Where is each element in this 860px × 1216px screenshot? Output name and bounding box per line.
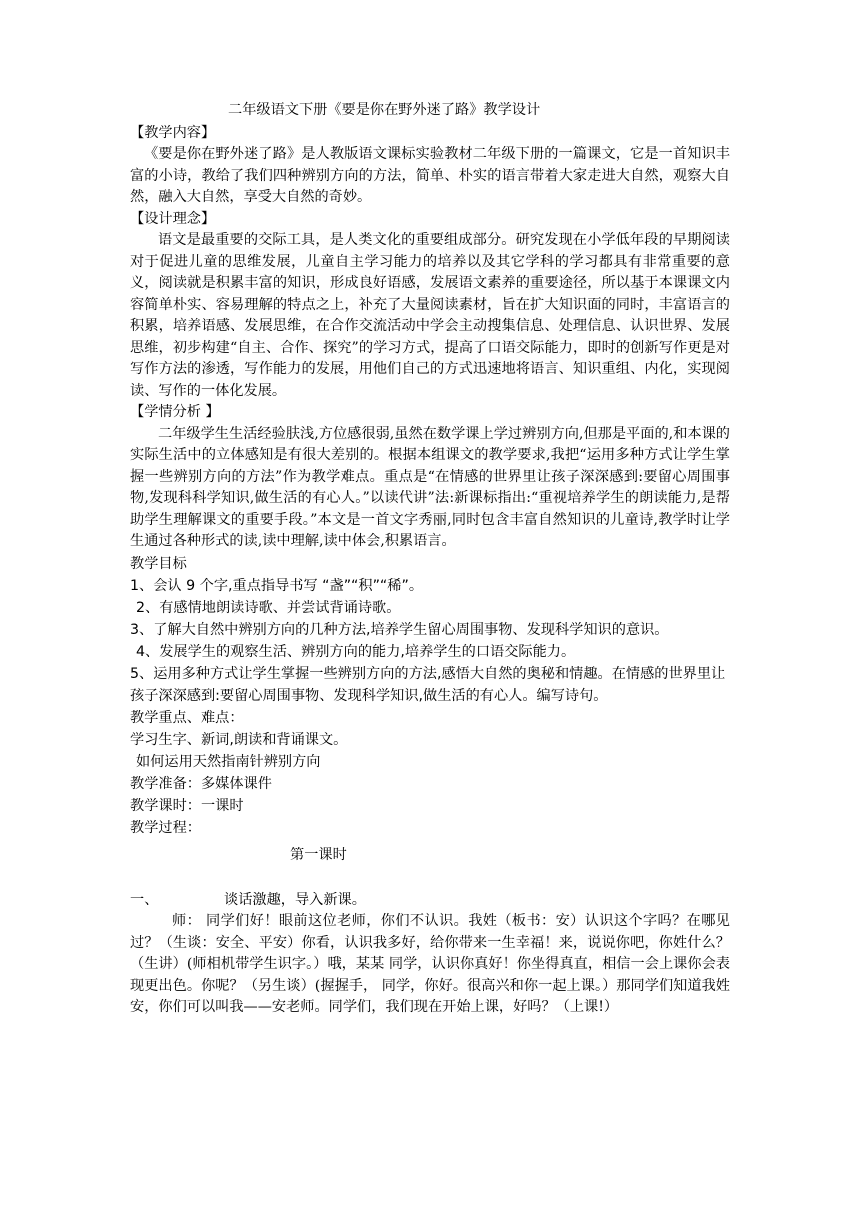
teaching-prep: 教学准备：多媒体课件 xyxy=(130,775,272,792)
lesson-title: 第一课时 xyxy=(290,846,347,863)
document-title: 二年级语文下册《要是你在野外迷了路》教学设计 xyxy=(228,102,541,118)
goal-item-5: 5、运用多种方式让学生掌握一些辨别方向的方法,感悟大自然的奥秘和情趣。在情感的世界里让孩子深深感到:要留心周围事物、发现科学知识,做生活的有心人。编写诗句。 xyxy=(130,665,726,704)
concept-paragraph: 语文是最重要的交际工具，是人类文化的重要组成部分。研究发现在小学低年段的早期阅读对于促进儿童的思维发展，儿童自主学习能力的培养以及其它学科的学习都具有非常重要的意义，阅读就是积累丰富的知识，形成良好语感，发展语文素养的重要途径，所以基于本课课文内容简单朴实、容易理解的特点之上，补充了大量阅读素材，旨在扩大知识面的同时，丰富语言的积累，培养语感、发展思维，在合作交流活动中学会主动搜集信息、处理信息、认识世界、发展思维，初步构建“自主、合作、探究”的学习方式，提高了口语交际能力，即时的创新写作更是对写作方法的渗透，写作能力的发展，用他们自己的方式迅速地将语言、知识重组、内化，实现阅读、写作的一体化发展。 xyxy=(130,232,730,399)
step-heading xyxy=(130,890,730,912)
step-title: 谈话激趣，导入新课。 xyxy=(224,891,366,908)
goal-item-3: 3、了解大自然中辨别方向的几种方法,培养学生留心周围事物、发现科学知识的意识。 xyxy=(130,621,669,638)
goal-item-4: 4、发展学生的观察生活、辨别方向的能力,培养学生的口语交际能力。 xyxy=(136,643,576,660)
goal-item-2: 2、有感情地朗读诗歌、并尝试背诵诗歌。 xyxy=(136,599,401,616)
teacher-dialogue: 师： 同学们好！眼前这位老师，你们不认识。我姓（板书：安）认识这个字吗？在哪见过？（生谈：安全、平安）你看，认识我多好，给你带来一生幸福！来，说说你吧，你姓什么？（生讲）(师相机带学生识字。）哦，某某 同学，认识你真好！你坐得真直，相信一会上课你会表现更出色。你呢？（另生谈）(握握手， 同学，你好。很高兴和你一起上课。）那同学们知道我姓安，你们可以叫我——安老师。同学们，我们现在开始上课，好吗？（上课!） xyxy=(130,913,730,1015)
analysis-paragraph: 二年级学生生活经验肤浅,方位感很弱,虽然在数学课上学过辨别方向,但那是平面的,和本课的实际生活中的立体感知是有很大差别的。根据本组课文的教学要求,我把“运用多种方式让学生掌握一些辨别方向的方法”作为教学难点。重点是“在情感的世界里让孩子深深感到:要留心周围事物,发现科科学知识,做生活的有心人。”以读代讲”法:新课标指出:“重视培养学生的朗读能力,是帮助学生理解课文的重要手段。”本文是一首文字秀丽,同时包含丰富自然知识的儿童诗,教学时让学生通过各种形式的读,读中理解,读中体会,积累语言。 xyxy=(130,425,730,549)
key-point-2: 如何运用天然指南针辨别方向 xyxy=(136,753,321,770)
section-heading-analysis: 【学情分析 】 xyxy=(130,404,220,420)
section-heading-content: 【教学内容】 xyxy=(130,124,216,141)
content-paragraph: 《要是你在野外迷了路》是人教版语文课标实验教材二年级下册的一篇课文，它是一首知识丰富的小诗，教给了我们四种辨别方向的方法，简单、朴实的语言带着大家走进大自然，观察大自然，融入大自然，享受大自然的奇妙。 xyxy=(130,146,730,205)
document-page xyxy=(130,100,730,1019)
teaching-hours: 教学课时：一课时 xyxy=(130,797,244,814)
teaching-process: 教学过程： xyxy=(130,819,201,836)
step-number: 一、 xyxy=(130,891,159,908)
key-heading: 教学重点、难点： xyxy=(130,709,244,726)
goals-heading: 教学目标 xyxy=(130,555,187,572)
key-point-1: 学习生字、新词,朗读和背诵课文。 xyxy=(130,731,348,748)
section-heading-concept: 【设计理念】 xyxy=(130,210,216,227)
goal-item-1: 1、会认 9 个字,重点指导书写 “盏”“积”“稀”。 xyxy=(130,577,424,594)
